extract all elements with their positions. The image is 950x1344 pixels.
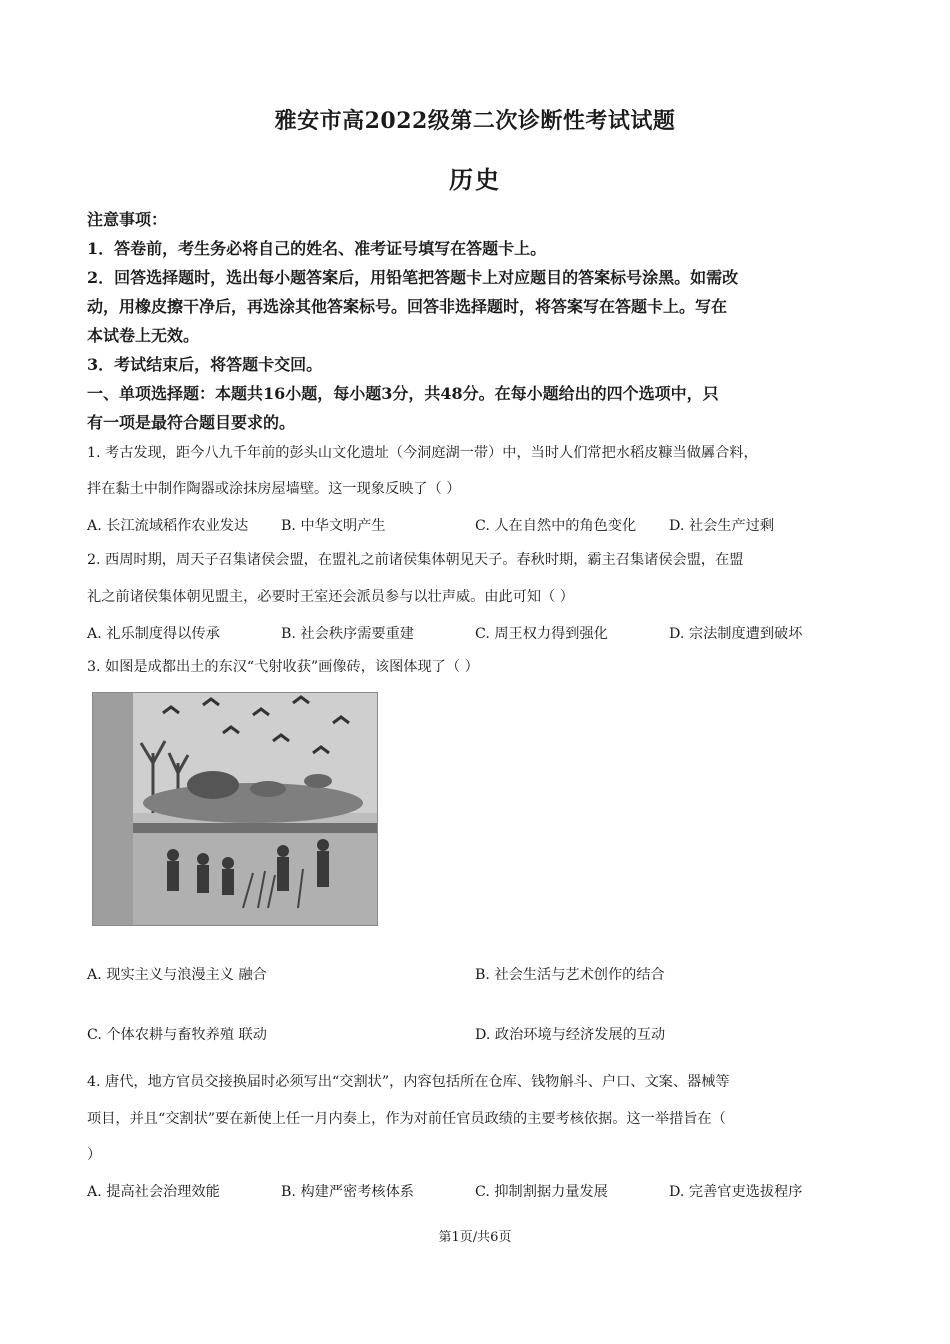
question-2-option-c[interactable]: C. 周王权力得到强化	[475, 626, 608, 642]
question-3-option-b[interactable]: B. 社会生活与艺术创作的结合	[475, 967, 665, 983]
question-3-stem-line: 3. 如图是成都出土的东汉“弋射收获”画像砖，该图体现了（ ）	[87, 659, 479, 675]
question-3-option-d[interactable]: D. 政治环境与经济发展的互动	[475, 1027, 666, 1043]
question-1-option-c[interactable]: C. 人在自然中的角色变化	[475, 518, 637, 534]
question-4-option-d[interactable]: D. 完善官吏选拔程序	[669, 1184, 803, 1200]
notice-item: 1．答卷前，考生务必将自己的姓名、准考证号填写在答题卡上。	[87, 239, 547, 258]
question-1-option-a[interactable]: A. 长江流域稻作农业发达	[87, 518, 249, 534]
question-4-stem-line: 4. 唐代，地方官员交接换届时必须写出“交割状”，内容包括所在仓库、钱物斛斗、户口、文案、器械等	[87, 1074, 730, 1090]
notice-item: 本试卷上无效。	[87, 326, 200, 345]
page-footer: 第1页/共6页	[438, 1230, 512, 1245]
exam-title: 雅安市高2022级第二次诊断性考试试题	[274, 108, 676, 134]
section-heading-line: 一、单项选择题：本题共16小题，每小题3分，共48分。在每小题给出的四个选项中，只	[87, 384, 719, 403]
notice-item: 3．考试结束后，将答题卡交回。	[87, 355, 323, 374]
question-2-stem-line: 礼之前诸侯集体朝见盟主，必要时王室还会派员参与以壮声威。由此可知（ ）	[87, 589, 574, 605]
question-3-option-a[interactable]: A. 现实主义与浪漫主义 融合	[87, 967, 267, 983]
notice-item: 动，用橡皮擦干净后，再选涂其他答案标号。回答非选择题时，将答案写在答题卡上。写在	[87, 297, 728, 316]
subject-title: 历史	[449, 165, 501, 194]
question-2-option-b[interactable]: B. 社会秩序需要重建	[281, 626, 414, 642]
question-2-stem-line: 2. 西周时期，周天子召集诸侯会盟，在盟礼之前诸侯集体朝见天子。春秋时期，霸主召集诸侯会盟，在盟	[87, 552, 744, 568]
question-1-stem-line: 1. 考古发现，距今八九千年前的彭头山文化遗址（今洞庭湖一带）中，当时人们常把水稻皮糠当做羼合料，	[87, 445, 758, 461]
question-4-stem-line: 项目，并且“交割状”要在新使上任一月内奏上，作为对前任官员政绩的主要考核依据。这一举措旨在（	[87, 1111, 726, 1127]
notice-item: 2．回答选择题时，选出每小题答案后，用铅笔把答题卡上对应题目的答案标号涂黑。如需改	[87, 268, 739, 287]
notice-heading: 注意事项：	[87, 210, 168, 229]
question-2-option-d[interactable]: D. 宗法制度遭到破坏	[669, 626, 803, 642]
han-brick-image	[92, 692, 378, 926]
question-4-option-b[interactable]: B. 构建严密考核体系	[281, 1184, 414, 1200]
question-4-option-c[interactable]: C. 抑制割据力量发展	[475, 1184, 608, 1200]
question-1-stem-line: 拌在黏土中制作陶器或涂抹房屋墙壁。这一现象反映了（ ）	[87, 481, 461, 497]
section-heading-line: 有一项是最符合题目要求的。	[87, 413, 296, 432]
question-3-option-c[interactable]: C. 个体农耕与畜牧养殖 联动	[87, 1027, 267, 1043]
han-brick-drawing	[93, 693, 377, 925]
question-4-option-a[interactable]: A. 提高社会治理效能	[87, 1184, 220, 1200]
question-1-option-d[interactable]: D. 社会生产过剩	[669, 518, 775, 534]
question-1-option-b[interactable]: B. 中华文明产生	[281, 518, 386, 534]
question-4-stem-line: ）	[87, 1147, 102, 1163]
question-2-option-a[interactable]: A. 礼乐制度得以传承	[87, 626, 220, 642]
